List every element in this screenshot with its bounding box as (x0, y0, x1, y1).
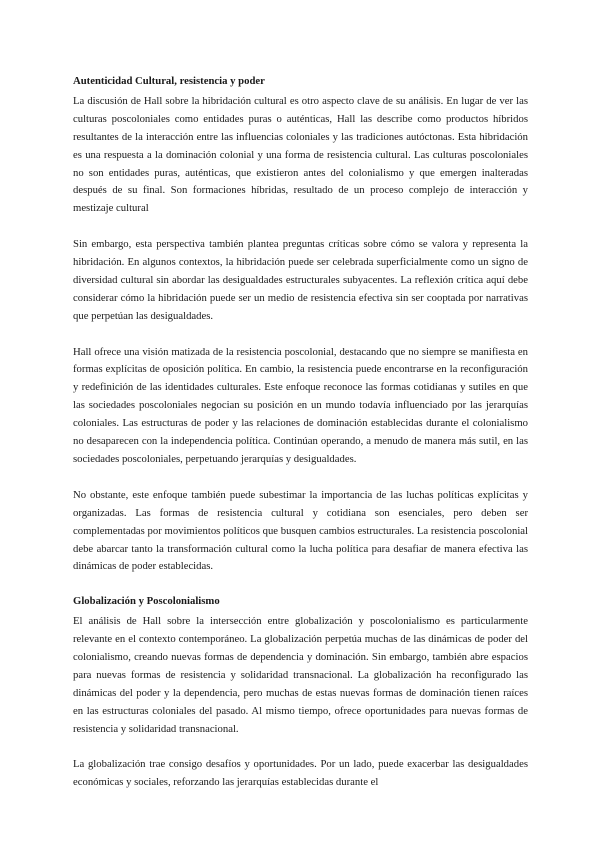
paragraph: La discusión de Hall sobre la hibridación cultural es otro aspecto clave de su análisis. En lugar de ver las culturas poscoloniales como entidades puras o auténticas, Hall las describe como productos híbridos resultantes de la interacción entre las influencias coloniales y las tradiciones autóctonas. Esta hibridación es una respuesta a la dominación colonial y una forma de resistencia cultural. Las culturas poscoloniales no son entidades puras, auténticas, que existieron antes del colonialismo y que emergen inalteradas después de su final. Son formaciones híbridas, resultado de un proceso complejo de interacción y mestizaje cultural (73, 94, 528, 215)
paragraph: El análisis de Hall sobre la intersección entre globalización y poscolonialismo es particularmente relevante en el contexto contemporáneo. La globalización perpetúa muchas de las dinámicas de poder del colonialismo, creando nuevas formas de dependencia y dominación. Sin embargo, también abre espacios para nuevas formas de resistencia y solidaridad transnacional. La globalización ha reconfigurado las dinámicas del poder y la dependencia, pero muchas de estas nuevas formas de dominación tienen raíces en las estructuras coloniales del pasado. Al mismo tiempo, ofrece oportunidades para nuevas formas de resistencia y solidaridad transnacional. (73, 615, 528, 735)
paragraph-truncated: La globalización trae consigo desafíos y oportunidades. Por un lado, puede exacerbar las desigualdades económicas y sociales, reforzando las jerarquías establecidas durante el (73, 758, 528, 789)
document-body (73, 73, 528, 792)
section-heading-autenticidad: Autenticidad Cultural, resistencia y poder (73, 75, 265, 87)
paragraph: Hall ofrece una visión matizada de la resistencia poscolonial, destacando que no siempre se manifiesta en formas explícitas de oposición política. En cambio, la resistencia puede encontrarse en la reconfiguración y redefinición de las identidades culturales. Este enfoque reconoce las formas cotidianas y sutiles en que las sociedades poscoloniales negocian su posición en un mundo todavía influenciado por las jerarquías coloniales. Las estructuras de poder y las relaciones de dominación establecidas durante el colonialismo no desaparecen con la independencia política. Continúan operando, a menudo de manera más sutil, en las sociedades poscoloniales, perpetuando jerarquías y desigualdades. (73, 345, 528, 465)
paragraph: Sin embargo, esta perspectiva también plantea preguntas críticas sobre cómo se valora y representa la hibridación. En algunos contextos, la hibridación puede ser celebrada superficialmente como un signo de diversidad cultural sin abordar las desigualdades estructurales subyacentes. La reflexión crítica aquí debe considerar cómo la hibridación puede ser un medio de resistencia efectiva sin ser cooptada por narrativas que perpetúan las desigualdades. (73, 238, 528, 322)
section-heading-globalizacion: Globalización y Poscolonialismo (73, 595, 220, 608)
paragraph: No obstante, este enfoque también puede subestimar la importancia de las luchas políticas explícitas y organizadas. Las formas de resistencia cultural y cotidiana son esenciales, pero deben ser complementadas por movimientos políticos que busquen cambios estructurales. La resistencia poscolonial debe abarcar tanto la transformación cultural como la lucha política para desafiar de manera efectiva las dinámicas de poder establecidas. (73, 488, 528, 573)
